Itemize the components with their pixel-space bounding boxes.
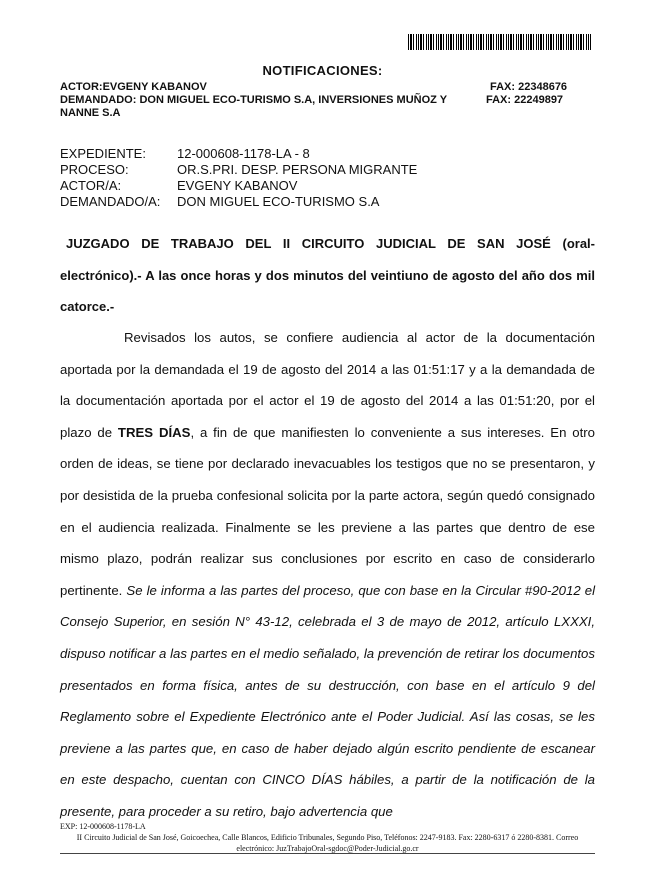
footer-expediente: EXP: 12-000608-1178-LA [60,822,146,831]
circular-notice-italic: Se le informa a las partes del proceso, que con base en la Circular #90-2012 el Consejo Superior, en sesión N° 43-12, celebrada el 3 de mayo de 2012, artículo LXXXI, dispuso notificar a las partes en el medio señalado, la prevención de retirar los documentos presentados en forma física, antes de su destrucción, con base en el artículo 9 del Reglamento sobre el Expediente Electrónico ante el Poder Judicial. Así las cosas, se les previene a las partes que, en caso de haber dejado algún escrito pendiente de escanear en este despacho, cuentan con CINCO DÍAS hábiles, a partir de la notificación de la presente, para proceder a su retiro, bajo advertencia que [60,582,595,819]
actor-row [60,178,297,193]
demandado-value: DON MIGUEL ECO-TURISMO S.A [177,194,380,209]
tres-dias-emphasis: TRES DÍAS [117,424,191,440]
proceso-value: OR.S.PRI. DESP. PERSONA MIGRANTE [177,162,418,177]
demandado-row [60,194,379,209]
body-part-2: , a fin de que manifiesten lo conveniente a sus intereses. En otro orden de ideas, se tiene por declarado inevacuables los testigos que no se presentaron, y por desistida de la prueba confesional solicita por la parte actora, según quedó consignado en el audiencia realizada. Finalmente se les previene a las partes que dentro de ese mismo plazo, podrán realizar sus conclusiones por escrito en caso de considerarlo pertinente. [60,424,596,598]
court-heading-text: JUZGADO DE TRABAJO DEL II CIRCUITO JUDICIAL DE SAN JOSÉ (oral-electrónico).- A las once horas y dos minutos del veintiuno de agosto del año dos mil catorce.- [60,236,595,315]
court-heading-paragraph [60,228,595,323]
demandado-label: DEMANDADO/A: [60,194,161,209]
header-fax-2: FAX: 22249897 [486,94,564,106]
expediente-row [60,146,310,161]
header-actor: ACTOR:EVGENY KABANOV [60,81,207,93]
actor-value: EVGENY KABANOV [177,178,298,193]
actor-label: ACTOR/A: [60,178,122,193]
barcode-image [408,34,591,50]
body-part-1: Revisados los autos, se confiere audiencia al actor de la documentación aportada por la demandada el 19 de agosto del 2014 a las 01:51:17 y a la demandada de la documentación aportada por el actor el 19 de agosto del 2014 a las 01:51:20, por el plazo de [60,330,595,440]
notifications-title: NOTIFICACIONES: [262,63,383,78]
header-demandado-line-2: NANNE S.A [60,107,121,119]
footer-address: II Circuito Judicial de San José, Goicoechea, Calle Blancos, Edificio Tribunales, Segundo Piso, Teléfonos: 2247-9183. Fax: 2280-6317 ó 2280-8381. Correo electrónico: JuzTrabajoOral-sgdoc@Poder-Judicial.go.cr [76,833,579,853]
expediente-label: EXPEDIENTE: [60,146,146,161]
header-fax-1: FAX: 22348676 [490,81,568,93]
proceso-label: PROCESO: [60,162,129,177]
resolution-body-paragraph [60,322,595,828]
proceso-row [60,162,417,177]
footer-divider [60,853,595,854]
expediente-value: 12-000608-1178-LA - 8 [177,146,310,161]
header-demandado-line-1: DEMANDADO: DON MIGUEL ECO-TURISMO S.A, INVERSIONES MUÑOZ Y [60,94,448,106]
